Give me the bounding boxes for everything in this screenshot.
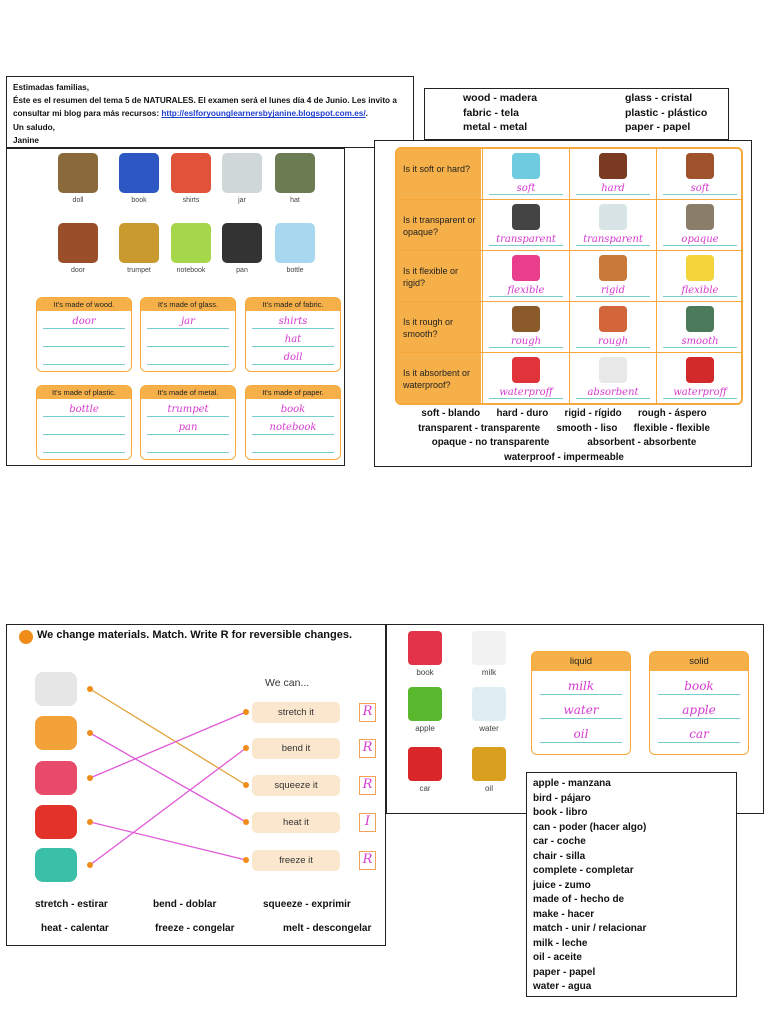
water-jug-icon (472, 687, 506, 721)
property-cell (482, 200, 569, 250)
object-label: pan (236, 267, 248, 274)
state-answer: book (684, 679, 714, 693)
writing-line (147, 349, 229, 365)
fried-egg-icon (35, 716, 77, 750)
writing-line (658, 721, 740, 743)
object-label: door (70, 267, 85, 274)
state-answer: oil (573, 727, 589, 741)
pan-icon (222, 223, 262, 263)
trumpet-icon (119, 223, 159, 263)
vocab-line: transparent - transparente smooth - liso flexible - flexible (418, 422, 710, 434)
letter-closing: Un saludo, (13, 122, 55, 132)
match-dot[interactable] (243, 745, 249, 751)
properties-vocabulary (375, 407, 753, 465)
vocab-entry: freeze - congelar (155, 923, 235, 934)
state-object-label: oil (484, 784, 493, 793)
property-answer: soft (663, 183, 737, 195)
property-cell (656, 149, 743, 199)
writing-line (252, 419, 334, 435)
property-cell (569, 251, 656, 301)
state-answer: water (563, 703, 599, 717)
writing-line (252, 331, 334, 347)
properties-table (395, 147, 743, 405)
letter-body: Éste es el resumen del tema 5 de NATURALES. El examen será el lunes día 4 de Junio. Les invito a (13, 96, 397, 106)
glossary-entry: can - poder (hacer algo) (533, 821, 647, 833)
match-line (90, 712, 246, 778)
property-question: Is it absorbent or waterproof? (397, 353, 481, 403)
state-answer: milk (567, 679, 595, 693)
answer-word: notebook (269, 422, 317, 433)
stones-icon (686, 306, 714, 332)
action-pill: squeeze it (252, 775, 340, 796)
property-cell (569, 200, 656, 250)
property-answer: transparent (576, 234, 650, 246)
vocab-entry: heat - calentar (41, 923, 109, 934)
property-question: Is it transparent or opaque? (397, 200, 481, 250)
match-dot[interactable] (87, 775, 93, 781)
letter-blog-line: consultar mi blog para más recursos: http://eslforyounglearnersbyjanine.blogspot.com.es/. (13, 109, 368, 119)
match-dot[interactable] (243, 819, 249, 825)
liquid-header: liquid (532, 652, 630, 671)
state-object-label: book (416, 668, 434, 677)
goggles-icon (512, 204, 540, 230)
match-dot[interactable] (243, 857, 249, 863)
property-question: Is it rough or smooth? (397, 302, 481, 352)
car-icon (408, 747, 442, 781)
match-line (90, 689, 246, 785)
jar-icon (222, 153, 262, 193)
reversible-box[interactable]: R (359, 851, 376, 870)
vocab-entry: squeeze - exprimir (263, 899, 351, 910)
brick-icon (599, 306, 627, 332)
property-answer: waterproff (489, 387, 563, 399)
glossary-entry: made of - hecho de (533, 894, 625, 905)
property-cell (656, 251, 743, 301)
glass-icon (599, 204, 627, 230)
object-pan (212, 223, 272, 274)
property-cell (569, 353, 656, 403)
gloves-icon (686, 255, 714, 281)
state-object-oil (461, 747, 517, 793)
match-line (90, 748, 246, 865)
match-dot[interactable] (87, 686, 93, 692)
writing-line (147, 313, 229, 329)
hat-icon (275, 153, 315, 193)
vocab-entry: melt - descongelar (283, 923, 372, 934)
glossary-entry: glass - cristal (625, 92, 693, 104)
glossary-entry: juice - zumo (533, 879, 591, 891)
writing-line (252, 349, 334, 365)
glossary-entry: metal - metal (463, 121, 528, 133)
answer-word: shirts (278, 316, 308, 327)
match-line (90, 733, 246, 822)
state-object-water (461, 687, 517, 733)
property-answer: transparent (489, 234, 563, 246)
reversible-box[interactable]: R (359, 776, 376, 795)
material-card-header: It's made of glass. (141, 298, 235, 311)
writing-line (252, 401, 334, 417)
material-card-header: It's made of fabric. (246, 298, 340, 311)
reversible-box[interactable]: I (359, 813, 376, 832)
object-label: trumpet (127, 267, 151, 274)
glossary-entry: car - coche (533, 836, 586, 847)
property-answer: hard (576, 183, 650, 195)
glossary-entry: match - unir / relacionar (533, 923, 647, 934)
match-dot[interactable] (87, 730, 93, 736)
writing-line (147, 401, 229, 417)
property-cell (482, 251, 569, 301)
writing-line (658, 697, 740, 719)
object-bottle (265, 223, 325, 274)
material-card-header: It's made of metal. (141, 386, 235, 399)
material-card (140, 297, 236, 372)
ice-lolly-icon (35, 805, 77, 839)
notebook-icon (171, 223, 211, 263)
ring-icon (512, 255, 540, 281)
answer-word: bottle (69, 404, 99, 415)
writing-line (147, 331, 229, 347)
property-cell (482, 149, 569, 199)
writing-line (43, 419, 125, 435)
reversible-box[interactable]: R (359, 739, 376, 758)
flip-flop-icon (35, 848, 77, 882)
changes-worksheet (6, 624, 386, 946)
material-card-header: It's made of plastic. (37, 386, 131, 399)
writing-line (252, 437, 334, 453)
writing-line (43, 349, 125, 365)
reversible-box[interactable]: R (359, 703, 376, 722)
material-card (36, 385, 132, 460)
vocab-entry: stretch - estirar (35, 899, 108, 910)
answer-word: pan (178, 422, 198, 433)
swimsuit-icon (35, 761, 77, 795)
property-answer: rigid (576, 285, 650, 297)
state-answer: car (689, 727, 709, 741)
materials-worksheet (6, 148, 345, 466)
vocab-line: soft - blando hard - duro rigid - rígido rough - áspero (421, 408, 707, 419)
glossary-entry: water - agua (533, 981, 592, 992)
property-answer: flexible (663, 285, 737, 297)
solid-card (649, 651, 749, 755)
glossary-row (463, 120, 728, 135)
writing-line (43, 401, 125, 417)
material-card (36, 297, 132, 372)
vocab-line: waterproof - impermeable (504, 451, 624, 463)
property-row (397, 149, 741, 200)
object-label: notebook (176, 267, 206, 274)
paper-roll-icon (599, 357, 627, 383)
pillow-icon (35, 672, 77, 706)
object-hat (265, 153, 325, 204)
glossary-entry: paper - papel (625, 121, 691, 133)
property-row (397, 302, 741, 353)
solid-header: solid (650, 652, 748, 671)
object-label: jar (238, 197, 246, 204)
cushion-icon (512, 153, 540, 179)
writing-line (658, 673, 740, 695)
object-label: book (131, 197, 147, 204)
umbrella-icon (686, 357, 714, 383)
book-icon (408, 631, 442, 665)
property-cell (656, 200, 743, 250)
property-answer: rough (576, 336, 650, 348)
property-answer: flexible (489, 285, 563, 297)
apple-icon (408, 687, 442, 721)
match-dot[interactable] (87, 862, 93, 868)
material-card-header: It's made of paper. (246, 386, 340, 399)
property-row (397, 200, 741, 251)
letter-signature: Janine (13, 135, 39, 145)
vocab-entry: bend - doblar (153, 899, 217, 910)
family-letter (6, 76, 414, 148)
glossary-entry: paper - papel (533, 966, 596, 978)
writing-line (43, 437, 125, 453)
object-door (48, 223, 108, 274)
match-dot[interactable] (87, 819, 93, 825)
action-pill: freeze it (252, 850, 340, 871)
teddy-bear-icon (686, 153, 714, 179)
property-row (397, 251, 741, 302)
object-doll (48, 153, 108, 204)
property-answer: smooth (663, 336, 737, 348)
book-icon (119, 153, 159, 193)
rock-icon (686, 204, 714, 230)
property-answer: rough (489, 336, 563, 348)
shirts-icon (171, 153, 211, 193)
bottle-icon (275, 223, 315, 263)
word-glossary (526, 772, 737, 997)
blog-link[interactable]: http://eslforyounglearnersbyjanine.blogspot.com.es/ (161, 109, 366, 119)
action-pill: bend it (252, 738, 340, 759)
state-object-label: apple (415, 724, 435, 733)
state-object-book (397, 631, 453, 677)
match-dot[interactable] (243, 782, 249, 788)
property-question: Is it soft or hard? (397, 149, 481, 199)
chair-icon (599, 255, 627, 281)
property-cell (569, 149, 656, 199)
glossary-entry: milk - leche (533, 937, 588, 949)
material-card (245, 385, 341, 460)
property-cell (656, 353, 743, 403)
material-card (245, 297, 341, 372)
changes-title: We change materials. Match. Write R for reversible changes. (19, 629, 379, 642)
state-object-label: milk (481, 668, 497, 677)
glossary-entry: fabric - tela (463, 106, 520, 119)
writing-line (43, 313, 125, 329)
materials-glossary (424, 88, 729, 140)
writing-line (540, 721, 622, 743)
property-row (397, 353, 741, 404)
property-cell (482, 302, 569, 352)
we-can-label: We can... (265, 677, 310, 689)
answer-word: jar (181, 316, 195, 327)
glossary-entry: make - hacer (533, 908, 595, 920)
glossary-entry: complete - completar (533, 865, 634, 876)
oil-bottle-icon (472, 747, 506, 781)
property-answer: soft (489, 183, 563, 195)
log-icon (512, 306, 540, 332)
state-answer: apple (682, 703, 716, 717)
property-answer: absorbent (576, 387, 650, 399)
property-cell (569, 302, 656, 352)
glossary-entry: bird - pájaro (533, 792, 591, 804)
action-pill: heat it (252, 812, 340, 833)
glossary-row (463, 106, 728, 121)
property-cell (482, 353, 569, 403)
writing-line (147, 437, 229, 453)
milk-glass-icon (472, 631, 506, 665)
state-object-milk (461, 631, 517, 677)
object-label: bottle (286, 267, 304, 274)
answer-word: door (72, 316, 96, 327)
object-book (109, 153, 169, 204)
writing-line (147, 419, 229, 435)
writing-line (252, 313, 334, 329)
state-object-apple (397, 687, 453, 733)
letter-greeting: Estimadas familias, (13, 83, 89, 92)
property-question: Is it flexible or rigid? (397, 251, 481, 301)
material-card-header: It's made of wood. (37, 298, 131, 311)
door-icon (58, 223, 98, 263)
object-label: hat (290, 197, 300, 204)
glossary-entry: wood - madera (463, 92, 538, 104)
material-card (140, 385, 236, 460)
glossary-entry: chair - silla (533, 850, 586, 862)
state-object-label: car (419, 784, 431, 793)
object-jar (212, 153, 272, 204)
object-label: shirts (182, 197, 200, 204)
table-icon (599, 153, 627, 179)
property-answer: waterproff (663, 387, 737, 399)
property-cell (656, 302, 743, 352)
writing-line (540, 697, 622, 719)
answer-word: trumpet (167, 404, 209, 415)
answer-word: doll (283, 352, 303, 363)
writing-line (540, 673, 622, 695)
state-object-label: water (479, 724, 499, 733)
property-answer: opaque (663, 234, 737, 246)
state-object-car (397, 747, 453, 793)
match-dot[interactable] (243, 709, 249, 715)
raincoat-icon (512, 357, 540, 383)
match-line (90, 822, 246, 860)
doll-icon (58, 153, 98, 193)
object-trumpet (109, 223, 169, 274)
object-label: doll (72, 197, 84, 204)
answer-word: book (280, 404, 306, 415)
writing-line (43, 331, 125, 347)
glossary-entry: apple - manzana (533, 778, 611, 789)
glossary-entry: book - libro (533, 807, 588, 818)
vocab-line: opaque - no transparente absorbent - absorbente (431, 437, 697, 449)
glossary-row (463, 91, 728, 106)
properties-worksheet (374, 140, 752, 467)
glossary-entry: plastic - plástico (625, 106, 708, 119)
glossary-entry: oil - aceite (533, 952, 582, 963)
liquid-card (531, 651, 631, 755)
answer-word: hat (284, 334, 302, 345)
action-pill: stretch it (252, 702, 340, 723)
